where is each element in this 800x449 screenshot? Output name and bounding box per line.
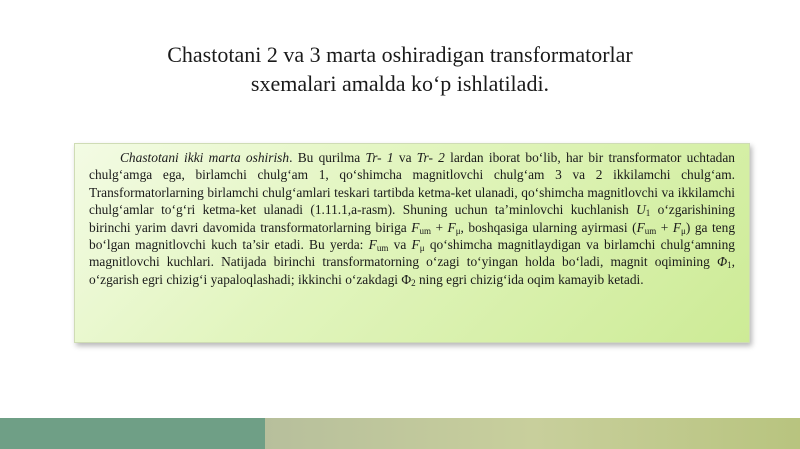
- text-run: , o‘zgarish egri chizig‘i yapaloqlashadi; ikkinchi o‘zakdagi Φ: [89, 254, 735, 287]
- symbol-tr2: Tr- 2: [416, 150, 445, 165]
- subscript: um: [376, 243, 389, 254]
- text-run: . Bu qurilma: [289, 150, 366, 165]
- text-run: +: [656, 219, 673, 235]
- slide-title-line-1: Chastotani 2 va 3 marta oshiradigan transformatorlar: [167, 42, 633, 67]
- subscript: 1: [645, 208, 651, 219]
- subscript: 1: [727, 260, 732, 271]
- subscript: μ: [419, 243, 425, 254]
- symbol-phi: Φ: [716, 254, 728, 270]
- text-run: ) ga teng bo‘lgan magnitlovchi kuch ta’sir etadi. Bu yerda:: [89, 219, 736, 253]
- content-paragraph: [89, 149, 735, 288]
- text-run: lardan iborat bo‘lib, har bir transformator uchtadan chulg‘amga ega, birlamchi chulg‘am 1, qo‘shimcha magnitlovchi chulg‘am 3 va 2 ikkilamchi chulg‘am. Transformatorlarning birlamchi chulg‘amlari teskari tartibda ketma-ket ulanadi, qo‘shimcha magnitlovchi va ikkilamchi chulg‘amlar to‘g‘ri ketma-ket ulanadi (1.11.1,a-rasm). Shuning uchun ta’minlovchi kuchlanish: [89, 150, 735, 218]
- subscript: 2: [411, 277, 416, 288]
- symbol-f: F: [411, 237, 420, 253]
- footer-band-left: [0, 418, 265, 449]
- text-run: +: [430, 219, 448, 235]
- text-run: , boshqasiga ularning ayirmasi (: [460, 219, 637, 235]
- subscript: um: [644, 225, 657, 236]
- subscript: μ: [681, 225, 686, 236]
- text-run: ning egri chizig‘ida oqim kamayib ketadi.: [415, 271, 644, 287]
- slide-title-line-2: sxemalari amalda ko‘p ishlatiladi.: [250, 71, 550, 96]
- text-run: qo‘shimcha magnitlaydigan va birlamchi chulg‘amning magnitlovchi kuchlari. Natijada birinchi transformatorning o‘zagi to‘yingan holda bo‘ladi, magnit oqimining: [89, 237, 735, 270]
- symbol-f: F: [447, 219, 456, 235]
- subscript: um: [419, 225, 431, 236]
- text-run: va: [388, 237, 412, 253]
- footer-band-right: [265, 418, 800, 449]
- text-run: o‘zgarishining birinchi yarim davri davomida transformatorlarning biriga: [89, 202, 735, 235]
- symbol-f: F: [368, 237, 377, 253]
- symbol-f: F: [411, 219, 420, 235]
- symbol-f: F: [636, 219, 645, 235]
- symbol-f: F: [672, 219, 682, 235]
- content-text-box: [74, 143, 750, 343]
- symbol-u: U: [636, 202, 646, 218]
- subscript: μ: [455, 225, 461, 236]
- topic-heading: Chastotani ikki marta oshirish: [120, 150, 290, 165]
- symbol-tr1: Tr- 1: [365, 150, 394, 165]
- slide-title: [100, 40, 700, 98]
- text-run: va: [393, 150, 417, 165]
